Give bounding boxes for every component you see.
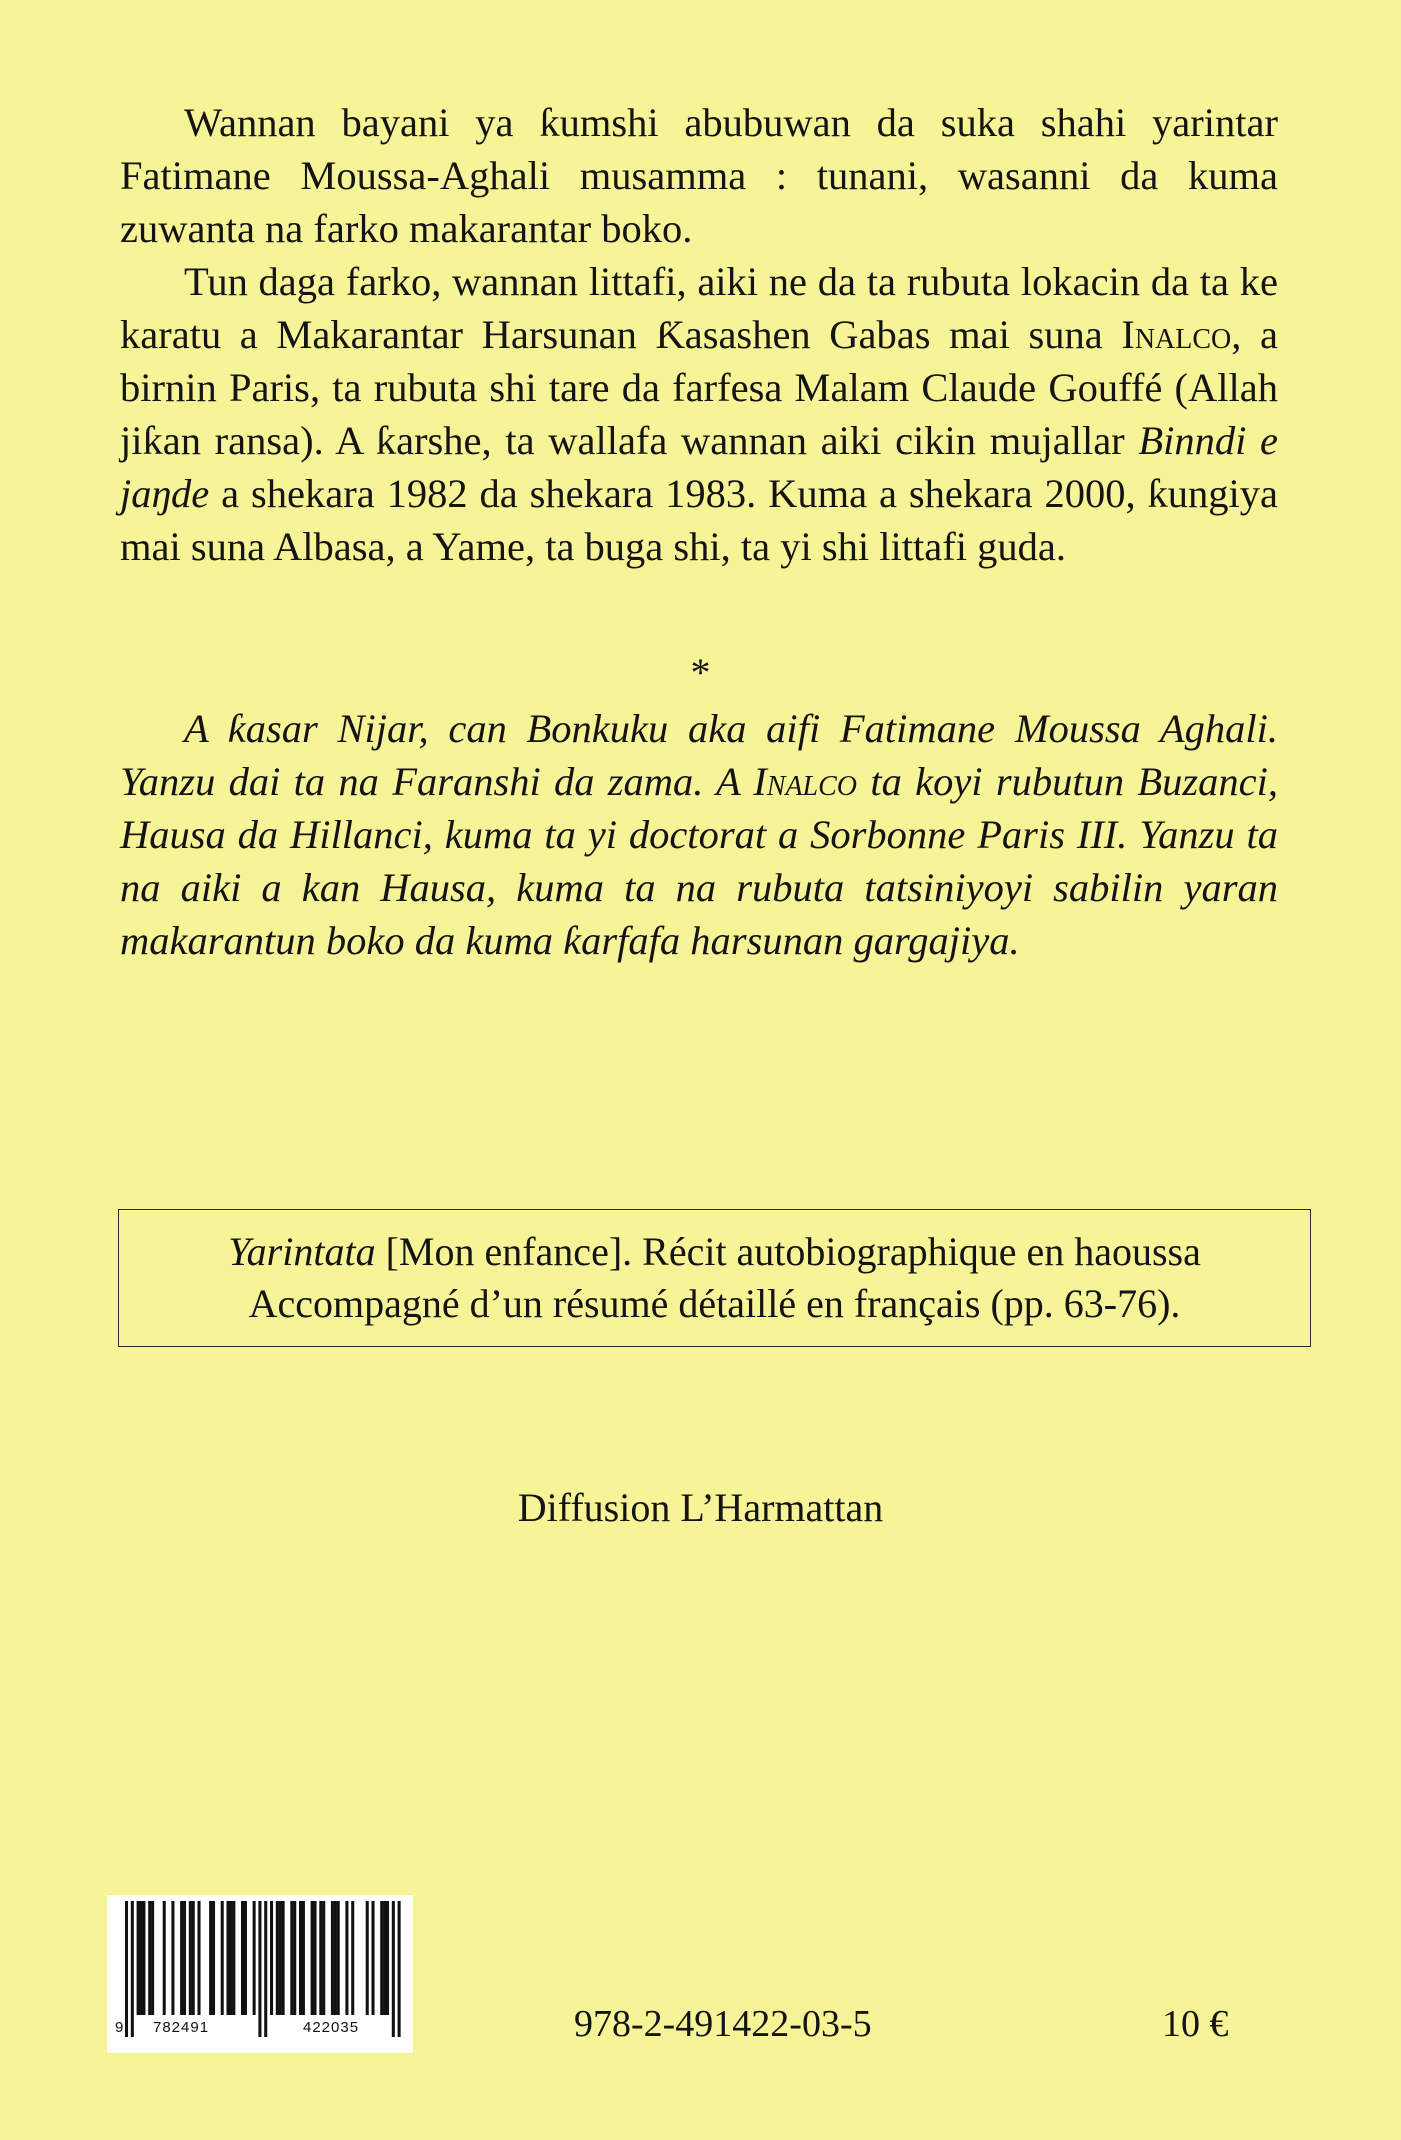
intro-paragraph-2	[120, 255, 1278, 573]
barcode-bar-45	[383, 1901, 386, 2015]
barcode-bar-41	[351, 1901, 354, 2015]
barcode-bar-6	[151, 1901, 154, 2015]
barcode-bar-30	[293, 1901, 296, 2015]
barcode-bar-40	[345, 1901, 348, 2015]
barcode-bar-31	[299, 1901, 302, 2015]
author-bio-text-b: ta koyi rubutun Buzanci, Hausa da Hillanci, kuma ta yi doctorat a Sorbonne Paris III. Yanzu ta na aiki a kan Hausa, kuma ta na rubuta tatsiniyoyi sabilin yaran makarantun boko da kuma ƙarfafa harsunan gargajiya.	[120, 759, 1278, 963]
barcode-bar-9	[180, 1901, 183, 2015]
barcode-bar-42	[366, 1901, 369, 2015]
barcode-bar-2	[137, 1901, 140, 2015]
author-bio-text	[120, 702, 1278, 967]
book-summary-box	[118, 1209, 1311, 1347]
inalco-name: Inalco	[1121, 312, 1232, 357]
barcode-bar-36	[322, 1901, 325, 2015]
barcode-bar-21	[244, 1901, 247, 2015]
barcode-bar-10	[183, 1901, 186, 2015]
barcode-bar-18	[229, 1901, 232, 2015]
isbn-number: 978-2-491422-03-5	[574, 2003, 872, 2045]
barcode-bar-26	[276, 1901, 279, 2015]
barcode-bar-20	[241, 1901, 244, 2015]
intro-paragraph-1: Wannan bayani ya ƙumshi abubuwan da suka shahi yarintar Fatimane Moussa-Aghali musamma : tunani, wasanni da kuma zuwanta na farko makarantar boko.	[120, 100, 1278, 251]
journal-title: Binndi e jaŋde	[120, 418, 1278, 516]
barcode-bar-29	[290, 1901, 293, 2015]
barcode-bar-19	[232, 1901, 235, 2015]
barcode-bar-35	[319, 1901, 322, 2015]
barcode-bar-7	[163, 1901, 166, 2015]
author-bio	[120, 702, 1278, 967]
barcode-bar-22	[253, 1901, 256, 2015]
barcode-bar-1	[131, 1901, 134, 2037]
barcode-bar-5	[148, 1901, 151, 2015]
barcode-bar-27	[279, 1901, 282, 2015]
barcode-left-digits: 782491	[153, 2019, 210, 2036]
barcode-bar-33	[311, 1901, 314, 2015]
barcode-bar-3	[140, 1901, 143, 2015]
intro-section	[120, 96, 1278, 573]
barcode-bar-16	[221, 1901, 224, 2015]
barcode-bar-11	[189, 1901, 192, 2015]
barcode-bar-47	[392, 1901, 395, 2037]
intro-paragraph-2-text-c: a shekara 1982 da shekara 1983. Kuma a shekara 2000, ƙungiya mai suna Albasa, a Yame, ta buga shi, ta yi shi littafi guda.	[120, 471, 1278, 569]
summary-line-1-rest: [Mon enfance]. Récit autobiographique en haoussa	[375, 1229, 1201, 1274]
barcode-bar-24	[264, 1901, 267, 2037]
barcode-bar-12	[192, 1901, 195, 2015]
barcode-bar-13	[198, 1901, 201, 2015]
barcode-bar-25	[270, 1901, 273, 2015]
barcode-bar-4	[142, 1901, 145, 2015]
barcode-bar-46	[386, 1901, 389, 2015]
barcode-bar-32	[302, 1901, 305, 2015]
barcode-bar-34	[314, 1901, 317, 2015]
barcode-bar-39	[337, 1901, 340, 2015]
intro-paragraph-2-text-b: , a birnin Paris, ta rubuta shi tare da farfesa Malam Claude Gouffé (Allah jiƙan ransa). A ƙarshe, ta wallafa wannan aiki cikin mujallar	[120, 312, 1278, 463]
barcode-bar-28	[282, 1901, 285, 2015]
barcode-bar-43	[372, 1901, 375, 2015]
barcode-bar-37	[331, 1901, 334, 2015]
barcode-bar-23	[258, 1901, 261, 2037]
isbn-barcode	[107, 1895, 413, 2053]
distributor: Diffusion L’Harmattan	[517, 1485, 884, 1530]
barcode-right-digits: 422035	[303, 2019, 360, 2036]
barcode-bar-44	[380, 1901, 383, 2015]
summary-line-1	[119, 1226, 1310, 1278]
barcode-bar-38	[334, 1901, 337, 2015]
inalco-name-bio: Inalco	[753, 759, 858, 804]
book-title: Yarintata	[228, 1229, 376, 1274]
author-bio-text-a: A ƙasar Nijar, can Bonkuku aka aifi Fatimane Moussa Aghali. Yanzu dai ta na Faranshi da zama. A	[120, 706, 1278, 804]
barcode-bar-8	[171, 1901, 174, 2015]
price: 10 €	[1162, 2003, 1229, 2045]
barcode-first-digit: 9	[115, 2019, 125, 2036]
summary-line-2: Accompagné d’un résumé détaillé en français (pp. 63-76).	[248, 1281, 1181, 1326]
barcode-bar-17	[227, 1901, 230, 2015]
barcode-bar-15	[212, 1901, 215, 2015]
barcode-bar-14	[209, 1901, 212, 2015]
barcode-bar-0	[125, 1901, 128, 2037]
section-separator: *	[690, 650, 711, 695]
barcode-bar-48	[398, 1901, 401, 2037]
intro-paragraph-2-text-a: Tun daga farko, wannan littafi, aiki ne da ta rubuta lokacin da ta ke karatu a Makarantar Harsunan Ƙasashen Gabas mai suna	[120, 259, 1278, 357]
